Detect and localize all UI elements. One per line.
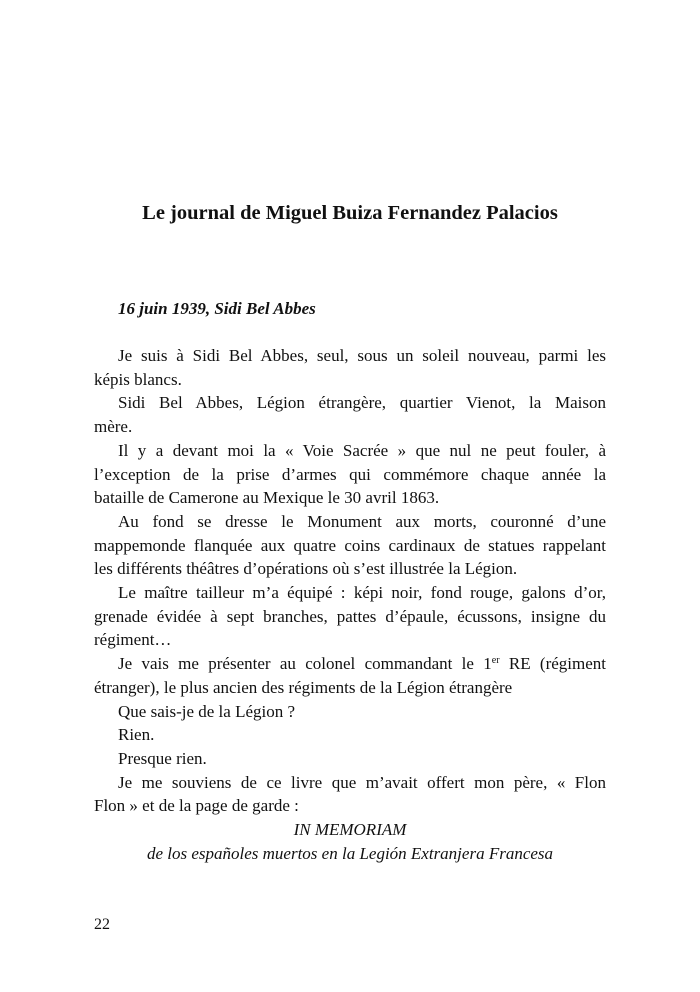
text-line: Que sais-je de la Légion ? bbox=[118, 701, 296, 721]
text-line: Je suis à Sidi Bel Abbes, seul, sous un soleil nouveau, parmi les bbox=[118, 346, 606, 365]
text-line: Presque rien. bbox=[118, 748, 207, 768]
text-line: Il y a devant moi la « Voie Sacrée » que nul ne peut fouler, à bbox=[118, 440, 606, 460]
page-number: 22 bbox=[94, 916, 110, 933]
paragraph-3 bbox=[94, 439, 606, 510]
text-line: l’exception de la prise d’armes qui commémore chaque année la bbox=[94, 464, 606, 484]
paragraph-9 bbox=[94, 747, 606, 771]
paragraph-7 bbox=[94, 700, 606, 724]
text-line: Rien. bbox=[118, 725, 155, 745]
page-title: Le journal de Miguel Buiza Fernandez Palacios bbox=[142, 202, 558, 224]
ordinal-superscript: er bbox=[491, 655, 500, 667]
text-fragment: RE (régiment bbox=[499, 654, 606, 674]
text-line bbox=[94, 652, 606, 676]
text-line: les différents théâtres d’opérations où s’est illustrée la Légion. bbox=[94, 559, 518, 579]
text-line: bataille de Camerone au Mexique le 30 avril 1863. bbox=[94, 488, 440, 508]
text-line: Sidi Bel Abbes, Légion étrangère, quartier Vienot, la Maison bbox=[118, 393, 606, 413]
paragraph-5 bbox=[94, 581, 606, 652]
text-line: Je me souviens de ce livre que m’avait offert mon père, « Flon bbox=[118, 772, 606, 792]
text-line: Flon » et de la page de garde : bbox=[94, 796, 299, 816]
entry-heading: 16 juin 1939, Sidi Bel Abbes bbox=[118, 299, 316, 318]
paragraph-1 bbox=[94, 344, 606, 391]
text-line: mère. bbox=[94, 417, 133, 437]
paragraph-4 bbox=[94, 510, 606, 581]
text-line: Au fond se dresse le Monument aux morts, couronné d’une bbox=[118, 511, 606, 531]
text-line: képis blancs. bbox=[94, 369, 182, 389]
text-line: mappemonde flanquée aux quatre coins cardinaux de statues rappelant bbox=[94, 535, 606, 555]
text-line: grenade évidée à sept branches, pattes d’épaule, écussons, insigne du bbox=[94, 606, 606, 626]
paragraph-2 bbox=[94, 391, 606, 438]
text-line: régiment… bbox=[94, 630, 172, 650]
text-fragment: Je vais me présenter au colonel commandant le 1 bbox=[118, 654, 492, 674]
memoriam-heading: IN MEMORIAM bbox=[293, 820, 407, 840]
text-line: étranger), le plus ancien des régiments de la Légion étrangère bbox=[94, 677, 513, 697]
body-text bbox=[94, 344, 606, 865]
paragraph-6 bbox=[94, 652, 606, 699]
paragraph-8 bbox=[94, 723, 606, 747]
text-line: Le maître tailleur m’a équipé : képi noir, fond rouge, galons d’or, bbox=[118, 583, 606, 603]
paragraph-10 bbox=[94, 771, 606, 818]
memoriam-dedication: de los españoles muertos en la Legión Extranjera Francesa bbox=[146, 843, 554, 863]
